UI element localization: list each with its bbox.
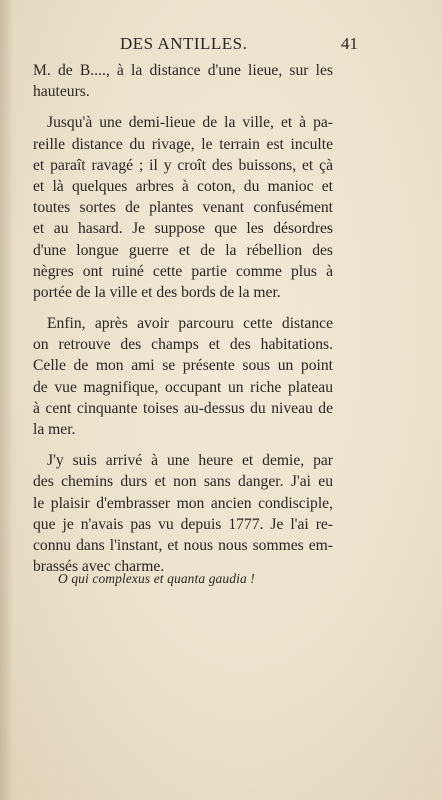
text-line: d'une longue guerre et de la rébellion des: [33, 241, 333, 259]
text-line: des chemins durs et non sans danger. J'ai eu: [33, 473, 333, 491]
page-number: 41: [341, 34, 358, 53]
text-line: J'y suis arrivé à une heure et demie, par: [47, 452, 333, 470]
text-line: nègres ont ruiné cette partie comme plus à: [33, 262, 333, 280]
text-line: à cent cinquante toises au-dessus du niveau de: [33, 399, 333, 417]
body-text: [33, 60, 333, 577]
text-line: et là quelques arbres à coton, du manioc et: [33, 177, 333, 195]
text-line: reille distance du rivage, le terrain est inculte: [33, 135, 333, 153]
text-line: Celle de mon ami se présente sous un point: [33, 357, 333, 375]
text-line: et au hasard. Je suppose que les désordres: [33, 220, 333, 238]
running-head-title: DES ANTILLES.: [120, 34, 248, 53]
text-line: Enfin, après avoir parcouru cette distance: [47, 315, 333, 333]
text-line: Jusqu'à une demi-lieue de la ville, et à pa-: [47, 114, 333, 132]
text-line: hauteurs.: [33, 83, 90, 101]
text-line: que je n'avais pas vu depuis 1777. Je l'ai re-: [33, 515, 333, 533]
text-line: brassés avec charme.: [33, 558, 165, 576]
text-line: le plaisir d'embrasser mon ancien condisciple,: [33, 494, 333, 512]
latin-quote: O qui complexus et quanta gaudia !: [58, 571, 255, 586]
text-line: de vue magnifique, occupant un riche plateau: [33, 378, 333, 396]
text-line: M. de B...., à la distance d'une lieue, sur les: [33, 62, 333, 79]
text-line: et paraît ravagé ; il y croît des buissons, et çà: [33, 156, 333, 174]
text-line: connu dans l'instant, et nous nous sommes em-: [33, 536, 333, 554]
running-head: [40, 34, 358, 56]
page-gutter-shadow: [0, 0, 14, 800]
text-line: la mer.: [33, 421, 76, 438]
text-line: portée de la ville et des bords de la mer.: [33, 283, 281, 301]
text-line: on retrouve des champs et des habitations.: [33, 336, 333, 354]
text-line: toutes sortes de plantes venant confusément: [33, 199, 333, 217]
